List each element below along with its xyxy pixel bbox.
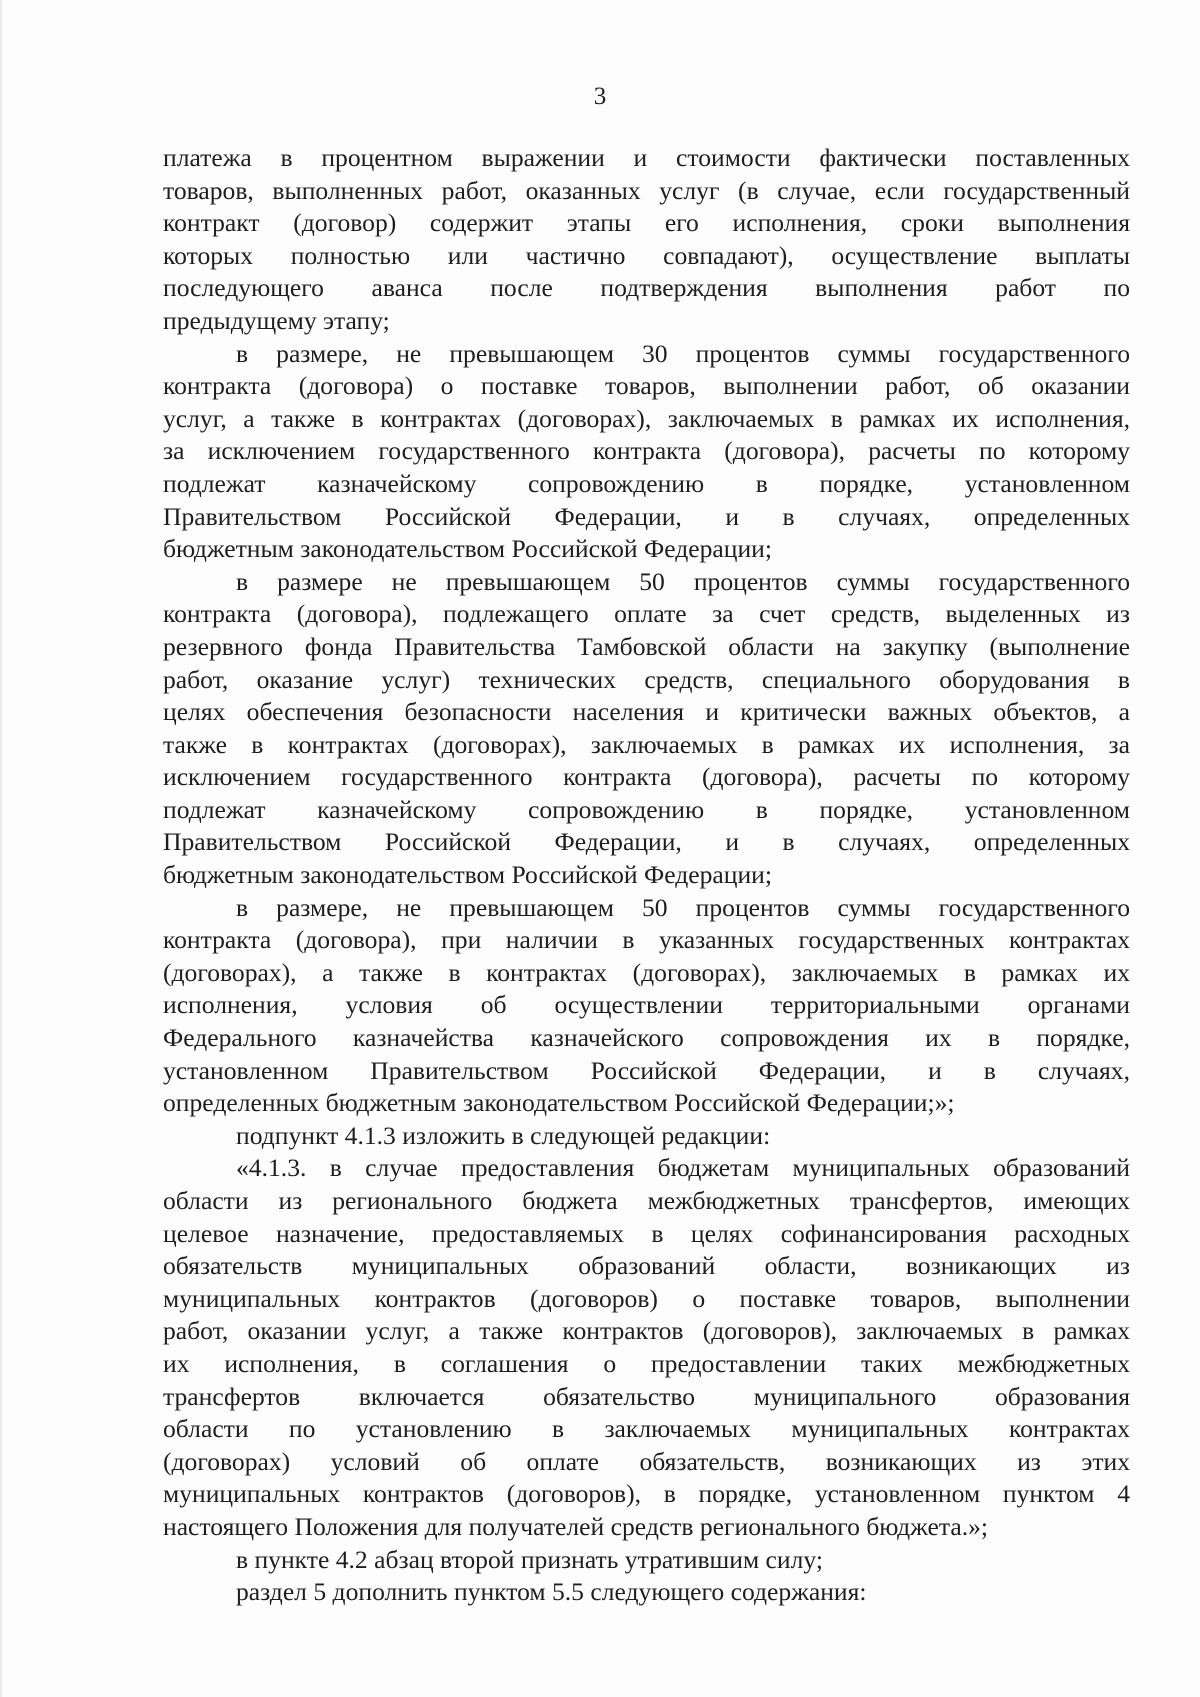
text-line: исключением государственного контракта (договора), расчеты по которому — [163, 762, 1130, 792]
text-line: настоящего Положения для получателей средств регионального бюджета.»; — [163, 1511, 989, 1541]
text-line: также в контрактах (договорах), заключаемых в рамках их исполнения, за — [163, 729, 1130, 759]
text-line: установленном Правительством Российской Федерации, и в случаях, — [163, 1055, 1130, 1085]
text-line: подлежат казначейскому сопровождению в порядке, установленном — [163, 794, 1130, 824]
text-line: контракта (договора), при наличии в указанных государственных контрактах — [163, 925, 1130, 955]
paragraph — [163, 892, 1130, 1120]
text-line: их исполнения, в соглашения о предоставлении таких межбюджетных — [163, 1348, 1130, 1378]
text-line: контракта (договора) о поставке товаров, выполнении работ, об оказании — [163, 371, 1130, 401]
text-line: Правительством Российской Федерации, и в случаях, определенных — [163, 501, 1130, 531]
text-line: Правительством Российской Федерации, и в случаях, определенных — [163, 827, 1130, 857]
text-line: последующего аванса после подтверждения выполнения работ по — [163, 273, 1130, 303]
paragraph — [163, 1152, 1130, 1543]
text-line: товаров, выполненных работ, оказанных услуг (в случае, если государственный — [163, 175, 1130, 205]
text-line: контракта (договора), подлежащего оплате за счет средств, выделенных из — [163, 599, 1130, 629]
text-line: Федерального казначейства казначейского сопровождения их в порядке, — [163, 1023, 1130, 1053]
text-line: подпункт 4.1.3 изложить в следующей редакции: — [236, 1120, 771, 1150]
text-line: определенных бюджетным законодательством Российской Федерации;»; — [163, 1088, 955, 1118]
text-line: исполнения, условия об осуществлении территориальными органами — [163, 990, 1130, 1020]
text-line: области по установлению в заключаемых муниципальных контрактах — [163, 1414, 1130, 1444]
paragraph — [163, 1120, 1130, 1153]
text-line: (договорах) условий об оплате обязательств, возникающих из этих — [163, 1446, 1130, 1476]
text-line: которых полностью или частично совпадают), осуществление выплаты — [163, 240, 1130, 270]
text-line: контракт (договор) содержит этапы его исполнения, сроки выполнения — [163, 208, 1130, 238]
scan-edge-shadow — [0, 0, 3, 1697]
text-line: за исключением государственного контракта (договора), расчеты по которому — [163, 436, 1130, 466]
text-line: в размере не превышающем 50 процентов суммы государственного — [236, 566, 1130, 596]
paragraph — [163, 1576, 1130, 1609]
text-line: целевое назначение, предоставляемых в целях софинансирования расходных — [163, 1218, 1130, 1248]
text-line: целях обеспечения безопасности населения и критически важных объектов, а — [163, 697, 1130, 727]
text-line: трансфертов включается обязательство муниципального образования — [163, 1381, 1130, 1411]
text-line: подлежат казначейскому сопровождению в порядке, установленном — [163, 468, 1130, 498]
text-line: в размере, не превышающем 30 процентов суммы государственного — [236, 338, 1130, 368]
paragraph — [163, 142, 1130, 338]
text-line: муниципальных контрактов (договоров), в порядке, установленном пунктом 4 — [163, 1479, 1130, 1509]
text-line: (договорах), а также в контрактах (договорах), заключаемых в рамках их — [163, 957, 1130, 987]
text-line: в пункте 4.2 абзац второй признать утратившим силу; — [236, 1544, 823, 1574]
text-line: бюджетным законодательством Российской Федерации; — [163, 860, 772, 890]
text-line: бюджетным законодательством Российской Федерации; — [163, 534, 772, 564]
text-line: работ, оказание услуг) технических средств, специального оборудования в — [163, 664, 1130, 694]
text-line: предыдущему этапу; — [163, 305, 390, 335]
text-line: в размере, не превышающем 50 процентов суммы государственного — [236, 892, 1130, 922]
paragraph — [163, 566, 1130, 892]
paragraph — [163, 1544, 1130, 1577]
text-line: обязательств муниципальных образований области, возникающих из — [163, 1251, 1130, 1281]
paragraph — [163, 338, 1130, 566]
text-line: муниципальных контрактов (договоров) о поставке товаров, выполнении — [163, 1283, 1130, 1313]
text-line: области из регионального бюджета межбюджетных трансфертов, имеющих — [163, 1186, 1130, 1215]
text-line: «4.1.3. в случае предоставления бюджетам муниципальных образований — [236, 1153, 1130, 1183]
text-line: раздел 5 дополнить пунктом 5.5 следующего содержания: — [236, 1577, 867, 1607]
text-line: резервного фонда Правительства Тамбовской области на закупку (выполнение — [163, 631, 1130, 661]
text-line: работ, оказании услуг, а также контрактов (договоров), заключаемых в рамках — [163, 1316, 1130, 1346]
text-line: платежа в процентном выражении и стоимости фактически поставленных — [163, 143, 1130, 172]
text-line: услуг, а также в контрактах (договорах), заключаемых в рамках их исполнения, — [163, 403, 1130, 433]
page-number: 3 — [593, 83, 607, 110]
document-body — [163, 142, 1130, 1609]
